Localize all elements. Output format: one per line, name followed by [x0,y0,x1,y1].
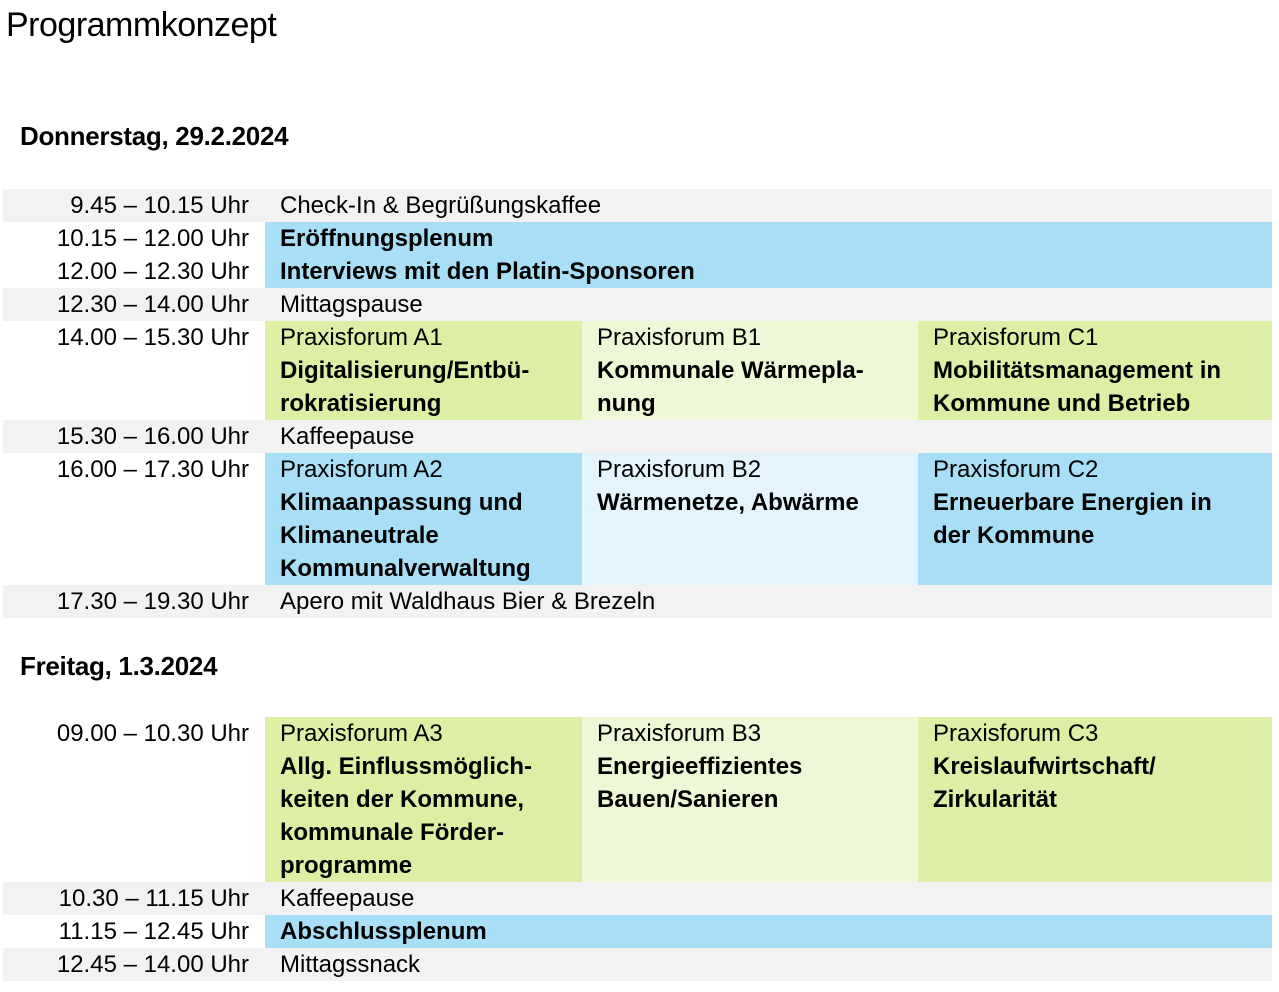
closing-label: Abschlussplenum [265,915,1272,948]
forum-a1-topic-line2: rokratisierung [280,390,442,417]
forum-c3-topic-line2: Zirkularität [933,786,1058,813]
forum-a3-name: Praxisforum A3 [280,720,443,747]
coffee1-time: 15.30 – 16.00 Uhr [3,420,265,453]
forum-c2-topic-line1: Erneuerbare Energien in [933,489,1212,516]
forum-b1-topic-line1: Kommunale Wärmepla- [597,357,864,384]
forum-a2-name: Praxisforum A2 [280,456,443,483]
forum-a2-topic-line1: Klimaanpassung und [280,489,523,516]
forum-c3-topic-line1: Kreislaufwirtschaft/ [933,753,1156,780]
forum-a2-topic-line3: Kommunalverwaltung [280,555,531,582]
forum-a3-topic-line1: Allg. Einflussmöglich- [280,753,533,780]
forum-b1-topic-line2: nung [597,390,656,417]
coffee2-label: Kaffeepause [265,882,1272,915]
apero-time: 17.30 – 19.30 Uhr [3,585,265,618]
forum-b1-name: Praxisforum B1 [597,324,762,351]
forum-a1-name: Praxisforum A1 [280,324,443,351]
closing-time: 11.15 – 12.45 Uhr [3,915,265,948]
forum-a3-topic-line4: programme [280,852,413,879]
forum1-time: 14.00 – 15.30 Uhr [3,321,265,420]
snack-time: 12.45 – 14.00 Uhr [3,948,265,981]
forum-a3-topic-line3: kommunale Förder- [280,819,505,846]
forum-c3 [918,717,1272,882]
opening-time: 10.15 – 12.00 Uhr [3,222,265,255]
day1-schedule [3,189,1272,618]
opening-label: Eröffnungsplenum [265,222,1272,255]
snack-label: Mittagssnack [265,948,1272,981]
forum-c2-name: Praxisforum C2 [933,456,1099,483]
lunch-time: 12.30 – 14.00 Uhr [3,288,265,321]
day1-heading: Donnerstag, 29.2.2024 [20,121,289,151]
checkin-time: 9.45 – 10.15 Uhr [3,189,265,222]
day2-heading: Freitag, 1.3.2024 [20,651,218,681]
forum-b2-topic-line1: Wärmenetze, Abwärme [597,489,859,516]
forum-a3-topic-line2: keiten der Kommune, [280,786,525,813]
forum-c3-name: Praxisforum C3 [933,720,1099,747]
forum2-time: 16.00 – 17.30 Uhr [3,453,265,585]
forum3-time: 09.00 – 10.30 Uhr [3,717,265,882]
checkin-label: Check-In & Begrüßungskaffee [265,189,1272,222]
coffee1-label: Kaffeepause [265,420,1272,453]
forum-b3-topic-line1: Energieeffizientes [597,753,803,780]
forum-a1 [265,321,582,420]
forum-a1-topic-line1: Digitalisierung/Entbü- [280,357,530,384]
interviews-label: Interviews mit den Platin-Sponsoren [265,255,1272,288]
forum-b1 [582,321,918,420]
page-title: Programmkonzept [6,6,277,44]
forum-b2-name: Praxisforum B2 [597,456,762,483]
forum-b2 [582,453,918,585]
forum-c2-topic-line2: der Kommune [933,522,1095,549]
forum-c1-topic-line1: Mobilitätsmanagement in [933,357,1222,384]
forum-a2 [265,453,582,585]
forum-b3 [582,717,918,882]
interviews-time: 12.00 – 12.30 Uhr [3,255,265,288]
forum-b3-topic-line2: Bauen/Sanieren [597,786,779,813]
forum-c2 [918,453,1272,585]
coffee2-time: 10.30 – 11.15 Uhr [3,882,265,915]
forum-c1-topic-line2: Kommune und Betrieb [933,390,1191,417]
forum-b3-name: Praxisforum B3 [597,720,762,747]
forum-a2-topic-line2: Klimaneutrale [280,522,439,549]
forum-c1 [918,321,1272,420]
lunch-label: Mittagspause [265,288,1272,321]
forum-a3 [265,717,582,882]
forum-c1-name: Praxisforum C1 [933,324,1099,351]
apero-label: Apero mit Waldhaus Bier & Brezeln [265,585,1272,618]
day2-schedule [3,717,1272,981]
